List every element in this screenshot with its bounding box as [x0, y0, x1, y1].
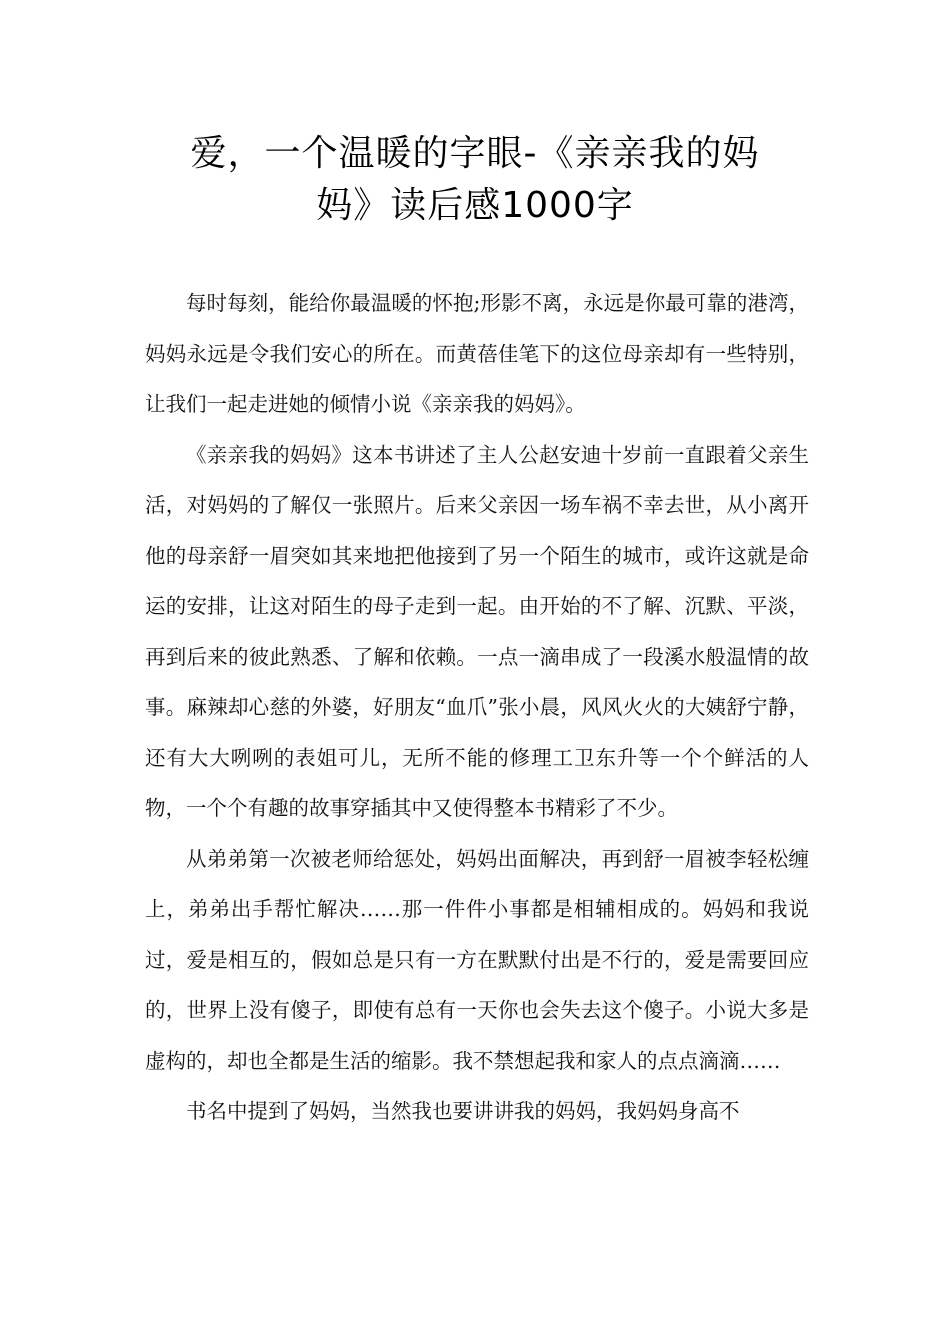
- title-line-1: 爱，一个温暖的字眼-《亲亲我的妈: [190, 133, 760, 174]
- paragraph-2: 《亲亲我的妈妈》这本书讲述了主人公赵安迪十岁前一直跟着父亲生活，对妈妈的了解仅一张照片。后来父亲因一场车祸不幸去世，从小离开他的母亲舒一眉突如其来地把他接到了另一个陌生的城市，或许这就是命运的安排，让这对陌生的母子走到一起。由开始的不了解、沉默、平淡，再到后来的彼此熟悉、了解和依赖。一点一滴串成了一段溪水般温情的故事。麻辣却心慈的外婆，好朋友“血爪”张小晨，风风火火的大姨舒宁静，还有大大咧咧的表姐可儿，无所不能的修理工卫东升等一个个鲜活的人物，一个个有趣的故事穿插其中又使得整本书精彩了不少。: [145, 442, 809, 820]
- document-title: [140, 128, 810, 232]
- document-body: [145, 278, 809, 1137]
- paragraph-3: 从弟弟第一次被老师给惩处，妈妈出面解决，再到舒一眉被李轻松缠上，弟弟出手帮忙解决……那一件件小事都是相辅相成的。妈妈和我说过，爱是相互的，假如总是只有一方在默默付出是不行的，爱是需要回应的，世界上没有傻子，即使有总有一天你也会失去这个傻子。小说大多是虚构的，却也全都是生活的缩影。我不禁想起我和家人的点点滴滴……: [145, 846, 809, 1073]
- paragraph-1: 每时每刻，能给你最温暖的怀抱;形影不离，永远是你最可靠的港湾，妈妈永远是令我们安心的所在。而黄蓓佳笔下的这位母亲却有一些特别，让我们一起走进她的倾情小说《亲亲我的妈妈》。: [145, 291, 809, 416]
- paragraph-4: 书名中提到了妈妈，当然我也要讲讲我的妈妈，我妈妈身高不: [186, 1099, 740, 1123]
- title-line-2: 妈》读后感1000字: [316, 185, 634, 226]
